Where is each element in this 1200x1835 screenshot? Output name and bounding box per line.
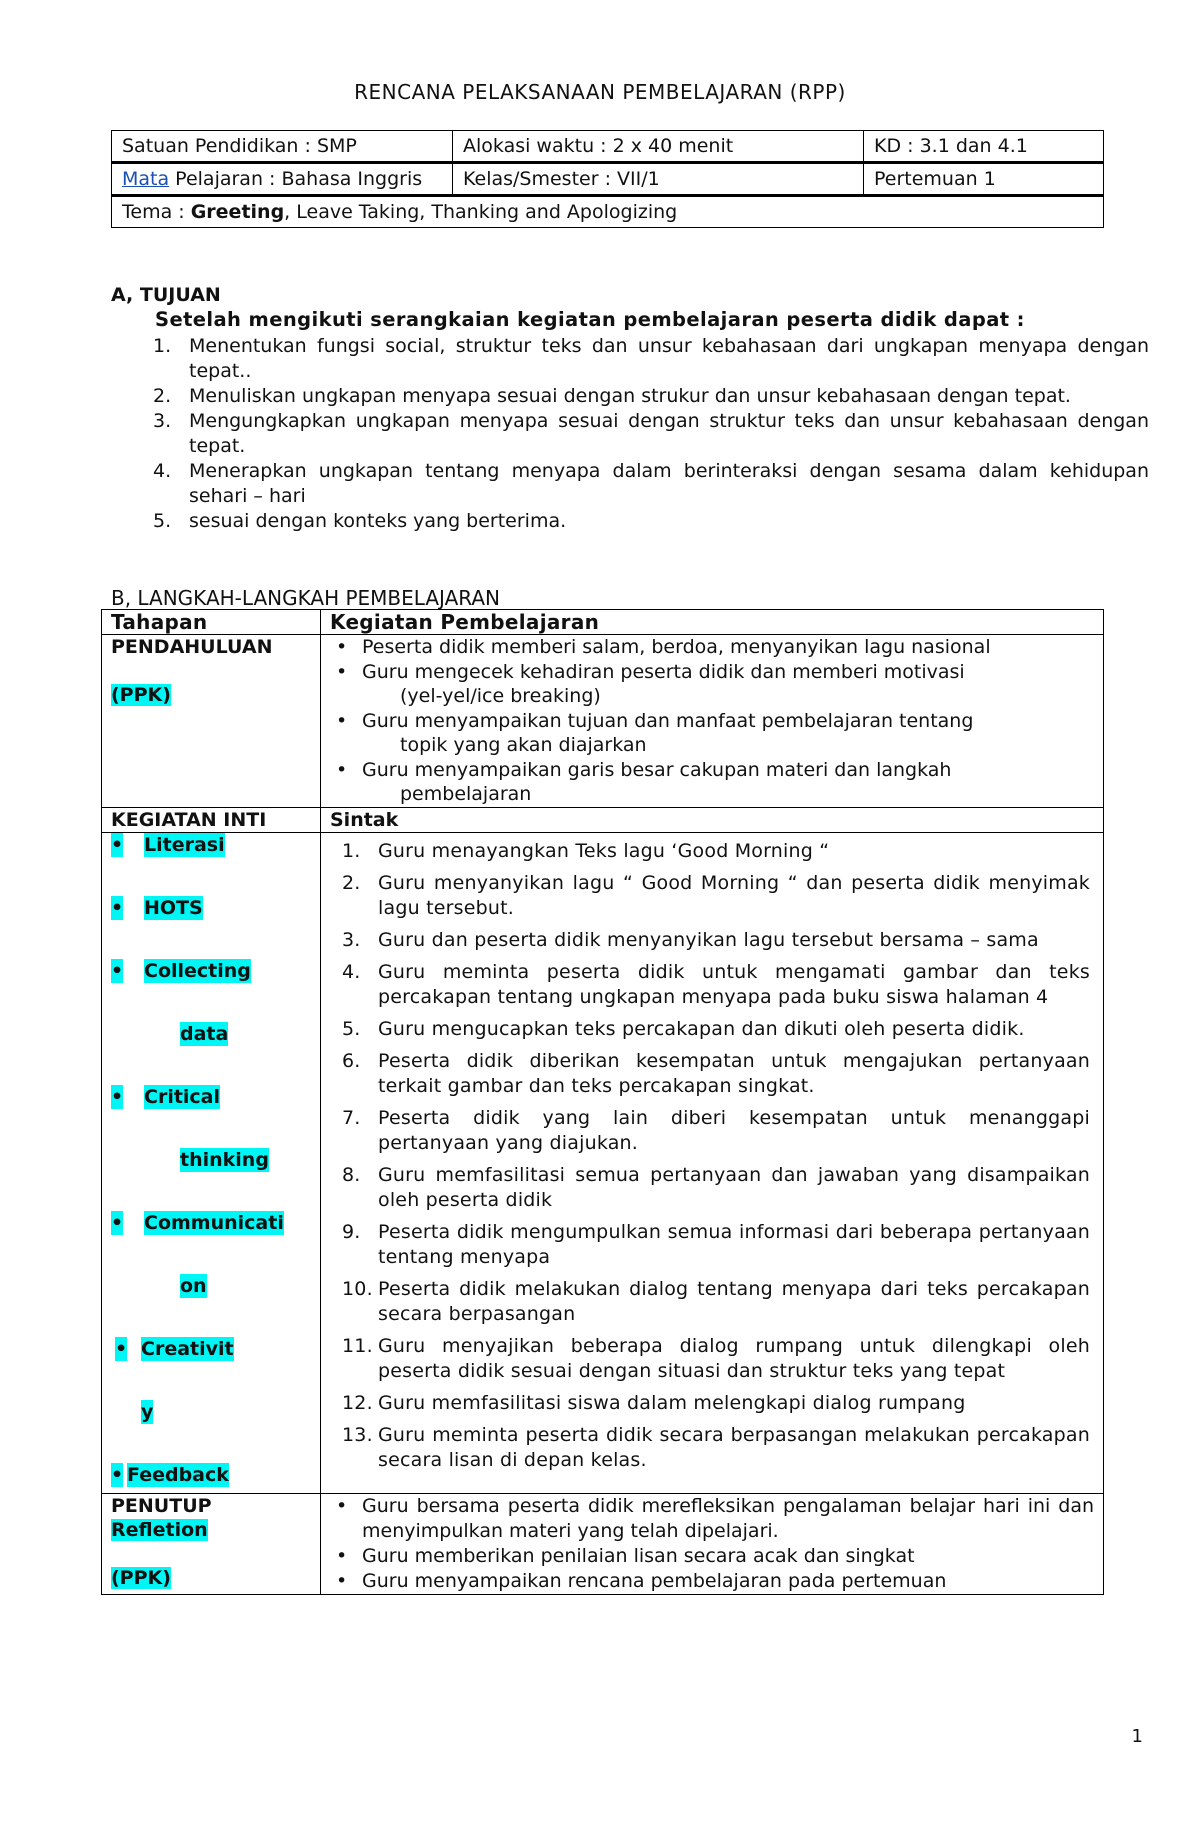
skill-item	[111, 1400, 311, 1463]
pendahuluan-cont: topik yang akan diajarkan	[400, 734, 647, 756]
alokasi-cell	[453, 131, 864, 163]
bullet-dot: •	[336, 661, 348, 683]
pendahuluan-text: Peserta didik memberi salam, berdoa, menyanyikan lagu nasional	[362, 636, 991, 658]
pendahuluan-activities	[321, 635, 1104, 808]
goal-item	[111, 459, 1149, 509]
penutup-text: Guru memberikan penilaian lisan secara acak dan singkat	[362, 1545, 915, 1567]
step-text: Guru memfasilitasi semua pertanyaan dan jawaban yang disampaikan oleh peserta didik	[378, 1164, 1090, 1211]
pertemuan-text: Pertemuan 1	[874, 168, 996, 190]
bullet-dot: •	[336, 1495, 348, 1517]
goal-number: 5.	[153, 510, 172, 532]
mapel-text: Pelajaran : Bahasa Inggris	[169, 168, 423, 190]
pendahuluan-stage-cell	[102, 635, 321, 808]
col-header-tahapan: Tahapan	[102, 610, 321, 635]
step-item	[330, 1391, 1090, 1416]
bullet-dot: •	[336, 1545, 348, 1567]
step-number: 9.	[342, 1221, 361, 1243]
skill-item	[111, 1085, 311, 1148]
step-text: Guru menyanyikan lagu “ Good Morning “ dan peserta didik menyimak lagu tersebut.	[378, 872, 1090, 919]
pendahuluan-item	[330, 635, 1094, 659]
alokasi-text: Alokasi waktu : 2 x 40 menit	[463, 135, 734, 157]
step-number: 10.	[342, 1278, 373, 1300]
page-number: 1	[1131, 1726, 1143, 1747]
skill-label: HOTS	[144, 897, 203, 919]
goals-list	[111, 334, 1149, 534]
step-number: 6.	[342, 1050, 361, 1072]
mapel-cell	[112, 163, 453, 196]
goal-item	[111, 334, 1149, 384]
sintak-label: Sintak	[321, 808, 1104, 833]
bullet-dot: •	[336, 636, 348, 658]
step-number: 12.	[342, 1392, 373, 1414]
mata-link[interactable]: Mata	[122, 168, 170, 190]
penutup-item	[330, 1544, 1094, 1569]
step-item	[330, 1277, 1090, 1327]
step-number: 8.	[342, 1164, 361, 1186]
skill-label: Creativit	[141, 1338, 234, 1360]
bullet-dot: •	[336, 759, 348, 781]
pendahuluan-item	[330, 709, 1094, 757]
pendahuluan-text: Guru mengecek kehadiran peserta didik dan memberi motivasi	[362, 661, 965, 683]
step-item	[330, 960, 1090, 1010]
section-b-heading: B, LANGKAH-LANGKAH PEMBELAJARAN	[111, 586, 501, 610]
penutup-list	[330, 1494, 1094, 1594]
pendahuluan-item	[330, 660, 1094, 708]
satuan-cell	[112, 131, 453, 163]
step-item	[330, 1106, 1090, 1156]
goal-text: Menentukan fungsi social, struktur teks dan unsur kebahasaan dari ungkapan menyapa dengan tepat..	[189, 335, 1149, 382]
inti-activities	[321, 833, 1104, 1494]
skill-item	[111, 1274, 311, 1337]
step-text: Guru menayangkan Teks lagu ‘Good Morning “	[378, 840, 830, 862]
skill-bullet: •	[111, 834, 124, 856]
step-number: 7.	[342, 1107, 361, 1129]
step-text: Guru memfasilitasi siswa dalam melengkapi dialog rumpang	[378, 1392, 966, 1414]
goal-text: Menuliskan ungkapan menyapa sesuai dengan strukur dan unsur kebahasaan dengan tepat.	[189, 385, 1071, 407]
goal-number: 1.	[153, 335, 172, 357]
step-item	[330, 928, 1090, 953]
skill-label: on	[180, 1275, 207, 1297]
info-table	[111, 130, 1104, 228]
step-item	[330, 871, 1090, 921]
penutup-activities	[321, 1494, 1104, 1595]
step-number: 3.	[342, 929, 361, 951]
step-text: Guru menyajikan beberapa dialog rumpang untuk dilengkapi oleh peserta didik sesuai dengan situasi dan struktur teks yang tepat	[378, 1335, 1090, 1382]
pendahuluan-label: PENDAHULUAN	[111, 636, 273, 658]
pertemuan-cell	[864, 163, 1104, 196]
pendahuluan-text: Guru menyampaikan tujuan dan manfaat pembelajaran tentang	[362, 710, 974, 732]
step-number: 13.	[342, 1424, 373, 1446]
inti-stage-label: KEGIATAN INTI	[102, 808, 321, 833]
penutup-stage-cell	[102, 1494, 321, 1595]
pendahuluan-cont: pembelajaran	[400, 783, 532, 805]
skill-label: data	[180, 1023, 229, 1045]
tema-rest: , Leave Taking, Thanking and Apologizing	[284, 201, 678, 223]
tema-bold: Greeting	[190, 201, 285, 223]
step-number: 5.	[342, 1018, 361, 1040]
skill-item	[111, 833, 311, 896]
skill-label: Collecting	[144, 960, 251, 982]
step-item	[330, 1017, 1090, 1042]
goal-number: 2.	[153, 385, 172, 407]
skill-item	[111, 1148, 311, 1211]
goal-item	[111, 384, 1149, 409]
kelas-text: Kelas/Smester : VII/1	[463, 168, 660, 190]
skill-bullet: •	[115, 1338, 128, 1360]
goal-item	[111, 409, 1149, 459]
step-text: Guru dan peserta didik menyanyikan lagu tersebut bersama – sama	[378, 929, 1039, 951]
step-text: Guru mengucapkan teks percakapan dan dikuti oleh peserta didik.	[378, 1018, 1025, 1040]
skill-bullet: •	[111, 897, 124, 919]
goal-number: 4.	[153, 460, 172, 482]
skill-item	[111, 1463, 311, 1493]
step-text: Peserta didik yang lain diberi kesempatan untuk menanggapi pertanyaan yang diajukan.	[378, 1107, 1090, 1154]
skill-label: Feedback	[127, 1464, 229, 1486]
step-text: Peserta didik melakukan dialog tentang menyapa dari teks percakapan secara berpasangan	[378, 1278, 1090, 1325]
step-text: Peserta didik diberikan kesempatan untuk mengajukan pertanyaan terkait gambar dan teks percakapan singkat.	[378, 1050, 1090, 1097]
ppk-tag-2: (PPK)	[111, 1567, 171, 1589]
step-number: 1.	[342, 840, 361, 862]
tema-cell	[112, 196, 1104, 228]
step-item	[330, 1049, 1090, 1099]
step-item	[330, 839, 1090, 864]
tema-label: Tema :	[122, 201, 191, 223]
step-item	[330, 1163, 1090, 1213]
skills-list	[111, 833, 311, 1493]
penutup-item	[330, 1494, 1094, 1544]
skill-label: Critical	[144, 1086, 221, 1108]
kd-text: KD : 3.1 dan 4.1	[874, 135, 1028, 157]
skill-item	[111, 1211, 311, 1274]
kelas-cell	[453, 163, 864, 196]
skill-bullet: •	[111, 1464, 124, 1486]
page-title: RENCANA PELAKSANAAN PEMBELAJARAN (RPP)	[354, 80, 846, 104]
kd-cell	[864, 131, 1104, 163]
skill-bullet: •	[111, 960, 124, 982]
step-text: Guru meminta peserta didik secara berpasangan melakukan percakapan secara lisan di depan kelas.	[378, 1424, 1090, 1471]
step-text: Guru meminta peserta didik untuk mengamati gambar dan teks percakapan tentang ungkapan menyapa pada buku siswa halaman 4	[378, 961, 1090, 1008]
step-item	[330, 1334, 1090, 1384]
skill-item	[111, 959, 311, 1022]
step-item	[330, 1220, 1090, 1270]
goal-text: Mengungkapkan ungkapan menyapa sesuai dengan struktur teks dan unsur kebahasaan dengan tepat.	[189, 410, 1149, 457]
skills-cell	[102, 833, 321, 1494]
pendahuluan-list	[330, 635, 1094, 806]
ppk-tag-1: (PPK)	[111, 684, 171, 706]
skill-item	[111, 1337, 311, 1400]
bullet-dot: •	[336, 710, 348, 732]
step-number: 4.	[342, 961, 361, 983]
goal-number: 3.	[153, 410, 172, 432]
pendahuluan-text: Guru menyampaikan garis besar cakupan materi dan langkah	[362, 759, 952, 781]
penutup-text: Guru bersama peserta didik merefleksikan pengalaman belajar hari ini dan menyimpulkan materi yang telah dipelajari.	[362, 1495, 1094, 1542]
pendahuluan-item	[330, 758, 1094, 806]
goal-text: Menerapkan ungkapan tentang menyapa dalam berinteraksi dengan sesama dalam kehidupan sehari – hari	[189, 460, 1149, 507]
step-item	[330, 1423, 1090, 1473]
step-number: 2.	[342, 872, 361, 894]
activity-table	[101, 609, 1104, 1595]
skill-label: Literasi	[144, 834, 225, 856]
satuan-text: Satuan Pendidikan : SMP	[122, 135, 357, 157]
section-a-heading: A, TUJUAN	[111, 284, 221, 306]
penutup-label: PENUTUP	[111, 1495, 212, 1517]
step-text: Peserta didik mengumpulkan semua informasi dari beberapa pertanyaan tentang menyapa	[378, 1221, 1090, 1268]
steps-list	[330, 839, 1094, 1473]
section-a-intro: Setelah mengikuti serangkaian kegiatan pembelajaran peserta didik dapat :	[155, 308, 1025, 331]
skill-label: thinking	[180, 1149, 269, 1171]
refletion-tag: Refletion	[111, 1519, 208, 1541]
step-number: 11.	[342, 1335, 373, 1357]
pendahuluan-cont: (yel-yel/ice breaking)	[400, 685, 601, 707]
skill-bullet: •	[111, 1086, 124, 1108]
skill-bullet: •	[111, 1212, 124, 1234]
penutup-text: Guru menyampaikan rencana pembelajaran pada pertemuan	[362, 1570, 947, 1592]
skill-label: Communicati	[144, 1212, 284, 1234]
skill-item	[111, 896, 311, 959]
skill-label: y	[141, 1401, 154, 1423]
goal-text: sesuai dengan konteks yang berterima.	[189, 510, 567, 532]
col-header-kegiatan: Kegiatan Pembelajaran	[321, 610, 1104, 635]
goal-item	[111, 509, 1149, 534]
skill-item	[111, 1022, 311, 1085]
bullet-dot: •	[336, 1570, 348, 1592]
penutup-item	[330, 1569, 1094, 1594]
